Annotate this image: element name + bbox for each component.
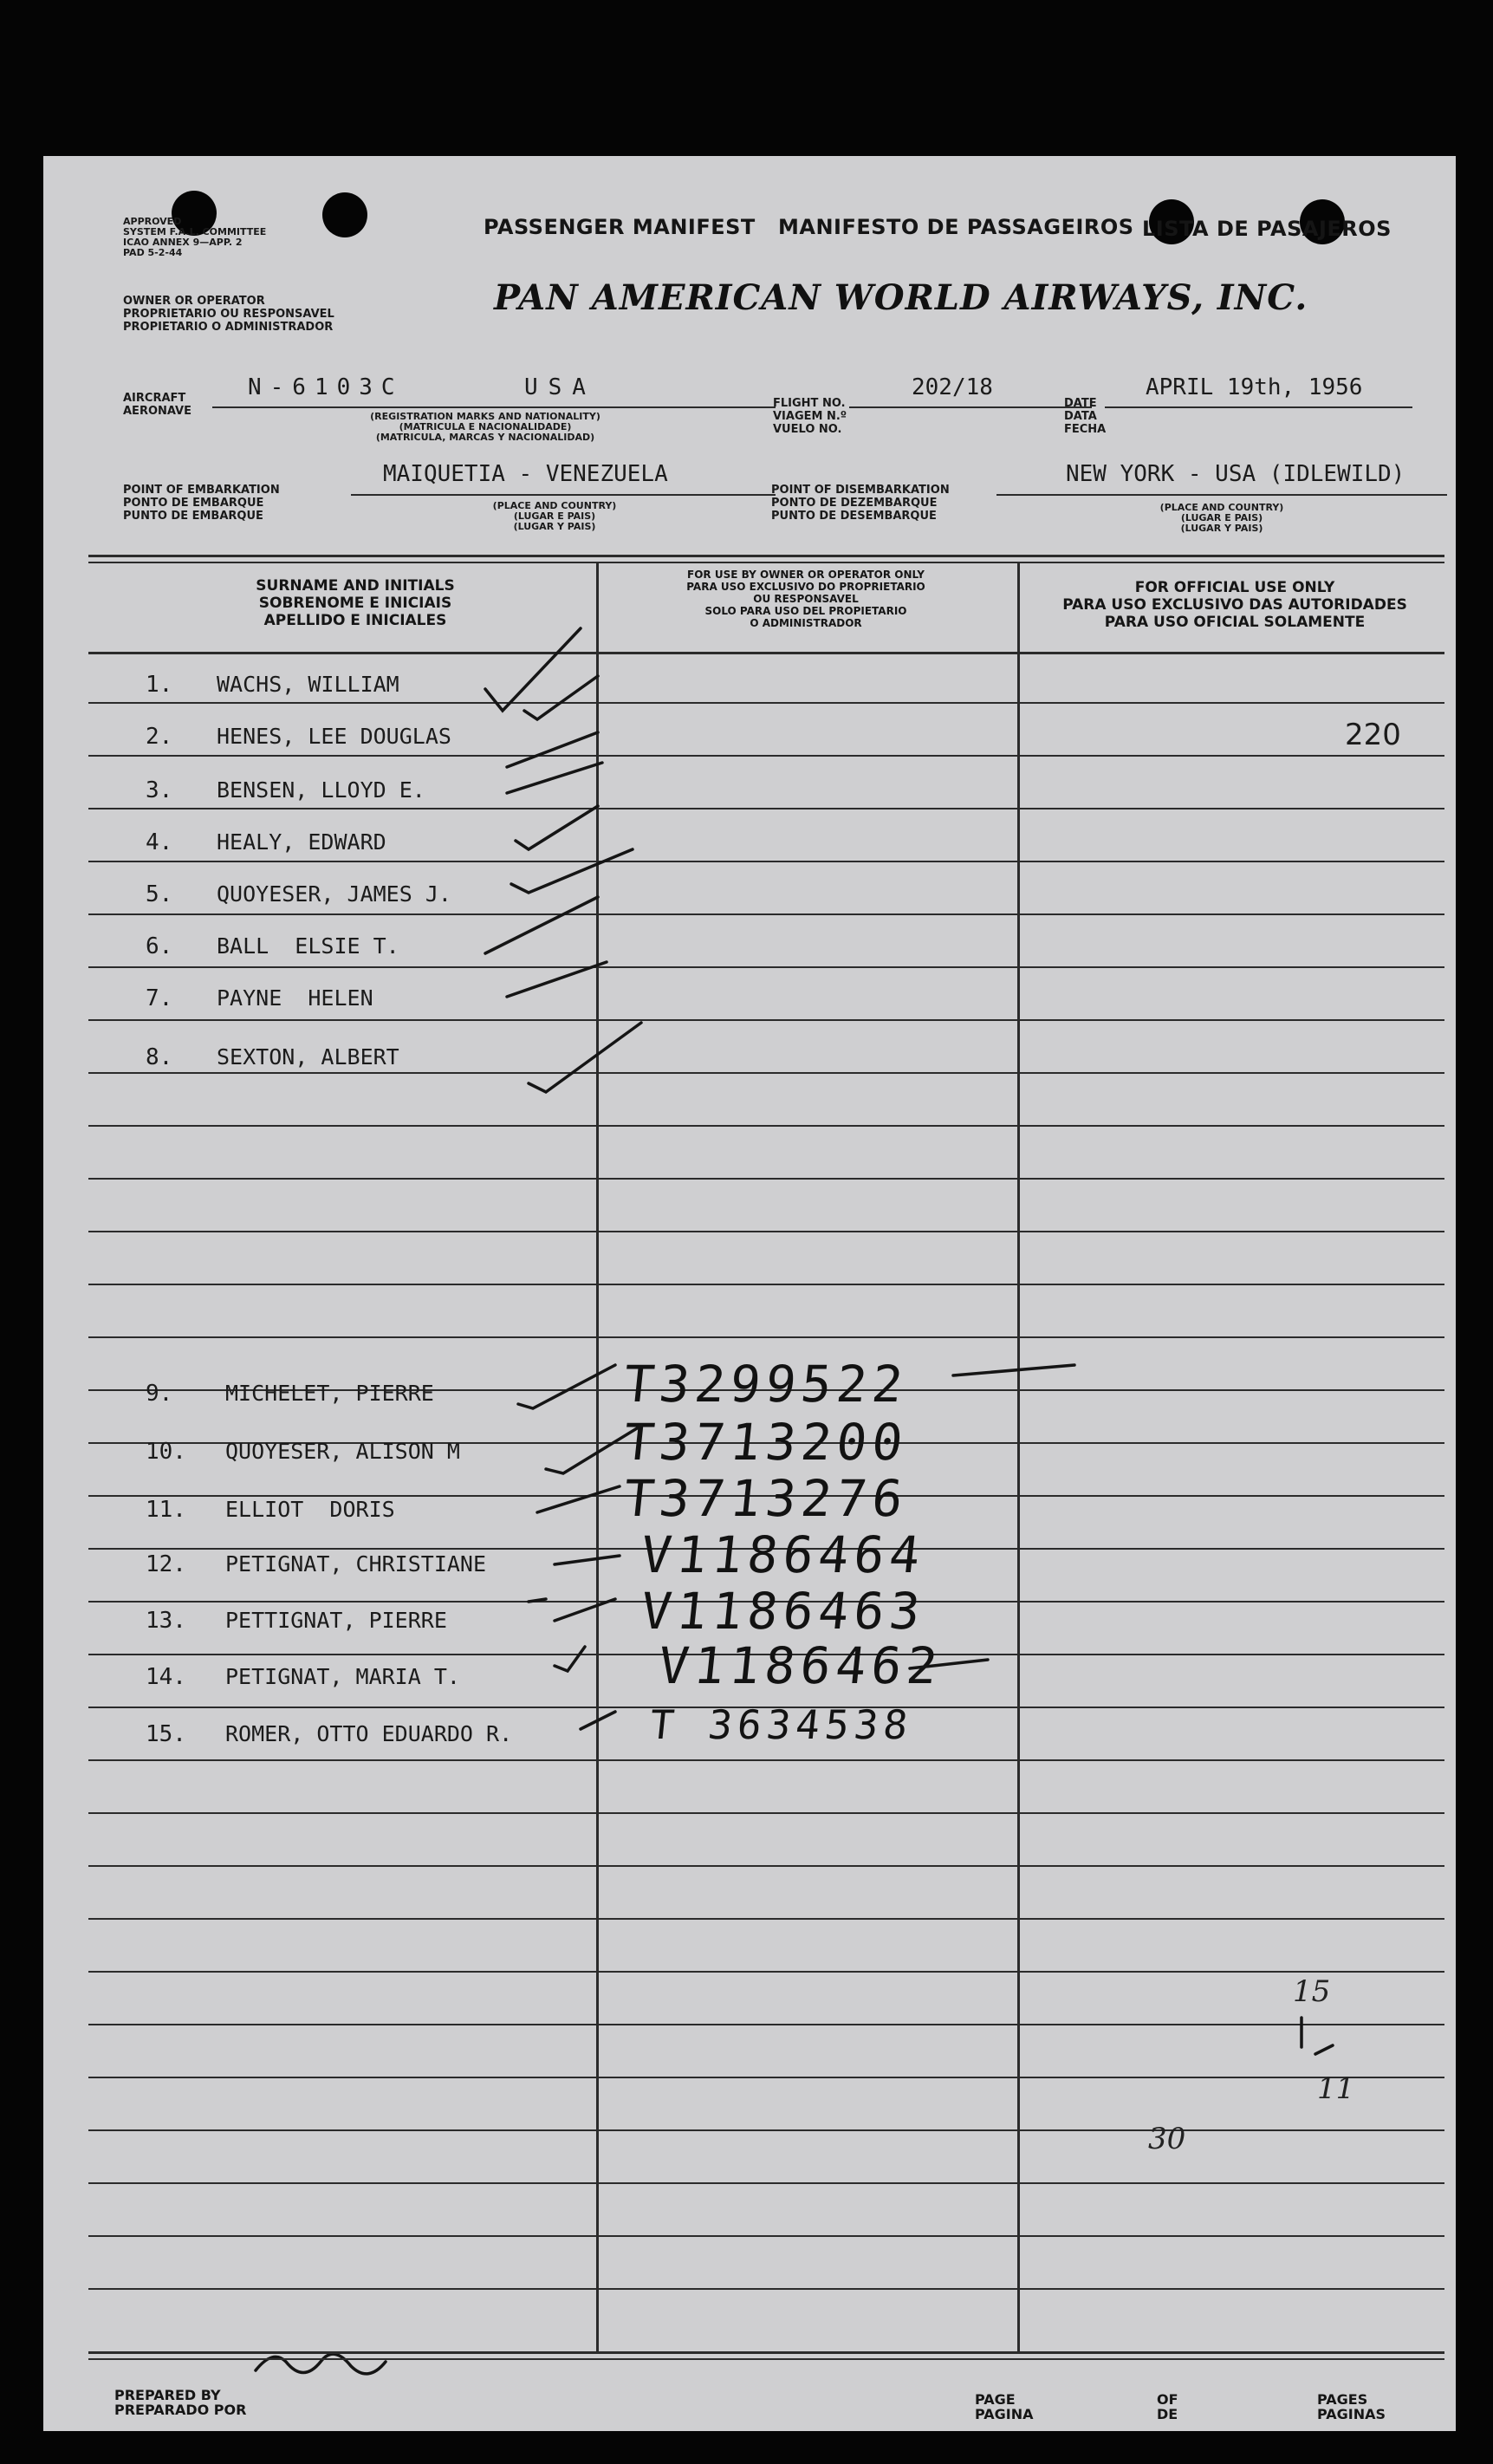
signature-stroke — [256, 2354, 386, 2374]
page-label — [975, 2392, 1034, 2422]
passenger-name: BALL ELSIE T. — [217, 933, 399, 959]
passenger-name: PETIGNAT, CHRISTIANE — [225, 1551, 487, 1577]
footer-label: PAGE — [975, 2391, 1016, 2408]
owner-label: PROPIETARIO O ADMINISTRADOR — [123, 321, 334, 334]
flight-label: VUELO NO. — [773, 423, 842, 436]
check-mark — [1302, 2018, 1333, 2054]
passenger-name: PETTIGNAT, PIERRE — [225, 1608, 447, 1633]
aircraft-nationality: USA — [524, 374, 596, 400]
approval-line: PAD 5-2-44 — [123, 247, 183, 258]
check-mark — [529, 1599, 615, 1621]
aircraft-sub-line: (REGISTRATION MARKS AND NATIONALITY) — [370, 411, 600, 422]
title-spanish: LISTA DE PASAJEROS — [1142, 217, 1392, 241]
row-number: 9. — [146, 1381, 173, 1407]
handwritten-document-number: V1186464 — [638, 1525, 928, 1584]
column-header-line: OU RESPONSAVEL — [753, 593, 859, 605]
handwritten-document-number: V1186462 — [655, 1636, 945, 1695]
disembarkation-value: NEW YORK - USA (IDLEWILD) — [1066, 461, 1405, 487]
check-mark — [507, 732, 598, 767]
handwritten-document-number: T3713200 — [620, 1413, 911, 1472]
column-header-line: SOLO PARA USO DEL PROPIETARIO — [704, 605, 907, 617]
embarkation-label: PUNTO DE EMBARQUE — [123, 510, 263, 523]
embarkation-label: PONTO DE EMBARQUE — [123, 497, 264, 510]
passenger-name: HENES, LEE DOUGLAS — [217, 724, 451, 749]
row-number: 2. — [146, 724, 173, 750]
row-number: 14. — [146, 1664, 186, 1690]
disembarkation-label: POINT OF DISEMBARKATION — [771, 484, 950, 497]
check-mark — [485, 897, 598, 953]
owner-label: OWNER OR OPERATOR — [123, 295, 265, 308]
check-mark — [953, 1365, 1074, 1375]
footer-label: DE — [1157, 2406, 1178, 2422]
margin-note: 11 — [1317, 2071, 1355, 2106]
disembarkation-sub-line: (PLACE AND COUNTRY) — [1159, 502, 1284, 513]
handwritten-document-number: V1186463 — [638, 1582, 928, 1641]
margin-note: 15 — [1293, 1974, 1331, 2009]
owner-value: PAN AMERICAN WORLD AIRWAYS, INC. — [494, 277, 1308, 318]
column-header-line: FOR USE BY OWNER OR OPERATOR ONLY — [687, 569, 925, 581]
approval-line: ICAO ANNEX 9—APP. 2 — [123, 237, 243, 248]
aircraft-label: AIRCRAFT — [123, 392, 186, 405]
aircraft-sub-line: (MATRICULA E NACIONALIDADE) — [399, 421, 572, 432]
passenger-name: PAYNE HELEN — [217, 985, 373, 1011]
handwritten-check-marks — [43, 156, 1456, 2431]
approval-line: SYSTEM F.A.L. COMMITTEE — [123, 226, 267, 237]
title-english: PASSENGER MANIFEST — [484, 215, 756, 239]
passenger-name: WACHS, WILLIAM — [217, 672, 399, 697]
footer-label: PAGINA — [975, 2406, 1034, 2422]
row-number: 10. — [146, 1439, 186, 1465]
disembarkation-label: PUNTO DE DESEMBARQUE — [771, 510, 937, 523]
passenger-name: HEALY, EDWARD — [217, 829, 386, 855]
disembarkation-sub-line: (LUGAR E PAIS) — [1180, 512, 1263, 523]
footer-label: OF — [1157, 2391, 1178, 2408]
footer-rule-2 — [88, 2358, 1444, 2360]
column-header-line: PARA USO OFICIAL SOLAMENTE — [1104, 614, 1366, 631]
check-mark — [507, 763, 602, 793]
handwritten-document-number: T3713276 — [620, 1469, 911, 1528]
row-number: 3. — [146, 777, 173, 803]
footer-label: PREPARADO POR — [114, 2402, 247, 2418]
check-mark — [537, 1486, 620, 1512]
title-portuguese: MANIFESTO DE PASSAGEIROS — [778, 215, 1134, 239]
check-mark — [555, 1647, 585, 1671]
row-number: 11. — [146, 1497, 186, 1523]
handwritten-document-number: T3299522 — [620, 1355, 911, 1414]
passenger-name: MICHELET, PIERRE — [225, 1381, 434, 1406]
disembarkation-label: PONTO DE DEZEMBARQUE — [771, 497, 938, 510]
row-number: 7. — [146, 985, 173, 1011]
column-header-line: SURNAME AND INITIALS — [256, 577, 455, 595]
check-mark — [511, 849, 633, 893]
row-number: 4. — [146, 829, 173, 855]
row-number: 8. — [146, 1044, 173, 1070]
flight-value: 202/18 — [912, 374, 993, 400]
date-label: DATE — [1064, 397, 1097, 410]
check-mark — [524, 676, 598, 719]
prepared-by-label — [114, 2388, 246, 2417]
check-mark — [555, 1556, 620, 1564]
owner-label: PROPRIETARIO OU RESPONSAVEL — [123, 308, 334, 321]
check-mark — [507, 962, 607, 997]
column-header-line: APELLIDO E INICIALES — [263, 612, 447, 629]
check-mark — [529, 1023, 641, 1092]
footer-rule — [88, 2351, 1444, 2354]
official-note: 220 — [1345, 718, 1401, 752]
passenger-name: ELLIOT DORIS — [225, 1497, 395, 1522]
row-number: 12. — [146, 1551, 186, 1577]
pages-label — [1317, 2392, 1386, 2422]
passenger-name: ROMER, OTTO EDUARDO R. — [225, 1721, 513, 1746]
passenger-name: BENSEN, LLOYD E. — [217, 777, 425, 803]
row-number: 15. — [146, 1721, 186, 1747]
passenger-name: SEXTON, ALBERT — [217, 1044, 399, 1069]
column-header-line: FOR OFFICIAL USE ONLY — [1134, 579, 1335, 596]
embarkation-sub-line: (LUGAR E PAIS) — [513, 510, 596, 522]
aircraft-label: AERONAVE — [123, 405, 192, 418]
footer-label: PAGINAS — [1317, 2406, 1386, 2422]
check-mark — [518, 1365, 615, 1408]
embarkation-value: MAIQUETIA - VENEZUELA — [383, 461, 668, 487]
footer-label: PREPARED BY — [114, 2387, 221, 2403]
date-label: DATA — [1064, 410, 1097, 423]
column-header-line: PARA USO EXCLUSIVO DAS AUTORIDADES — [1062, 596, 1407, 614]
check-mark — [910, 1660, 988, 1668]
check-mark — [581, 1712, 615, 1729]
column-header-line: SOBRENOME E INICIAIS — [258, 595, 452, 612]
date-value: APRIL 19th, 1956 — [1146, 374, 1363, 400]
of-label — [1157, 2392, 1178, 2422]
column-header-line: O ADMINISTRADOR — [750, 617, 862, 629]
row-number: 13. — [146, 1608, 186, 1634]
embarkation-sub-line: (PLACE AND COUNTRY) — [492, 500, 617, 511]
margin-note: 30 — [1148, 2122, 1186, 2156]
date-label: FECHA — [1064, 423, 1107, 436]
row-number: 6. — [146, 933, 173, 959]
handwritten-document-number: T 3634538 — [647, 1701, 916, 1748]
aircraft-sub-line: (MATRICULA, MARCAS Y NACIONALIDAD) — [375, 432, 595, 443]
embarkation-label: POINT OF EMBARKATION — [123, 484, 280, 497]
passenger-name: QUOYESER, ALISON M — [225, 1439, 460, 1464]
embarkation-sub-line: (LUGAR Y PAIS) — [513, 521, 596, 532]
flight-label: VIAGEM N.º — [773, 410, 847, 423]
column-header-line: PARA USO EXCLUSIVO DO PROPRIETARIO — [686, 581, 925, 593]
passenger-name: PETIGNAT, MARIA T. — [225, 1664, 460, 1689]
disembarkation-sub-line: (LUGAR Y PAIS) — [1180, 523, 1263, 534]
check-mark — [546, 1426, 641, 1473]
row-number: 5. — [146, 881, 173, 907]
manifest-sheet — [43, 156, 1456, 2431]
check-mark — [516, 806, 598, 849]
footer-label: PAGES — [1317, 2391, 1368, 2408]
passenger-name: QUOYESER, JAMES J. — [217, 881, 451, 907]
aircraft-registration: N-6103C — [248, 374, 404, 400]
flight-label: FLIGHT NO. — [773, 397, 846, 410]
approval-line: APPROVED — [123, 216, 182, 227]
row-number: 1. — [146, 672, 173, 698]
